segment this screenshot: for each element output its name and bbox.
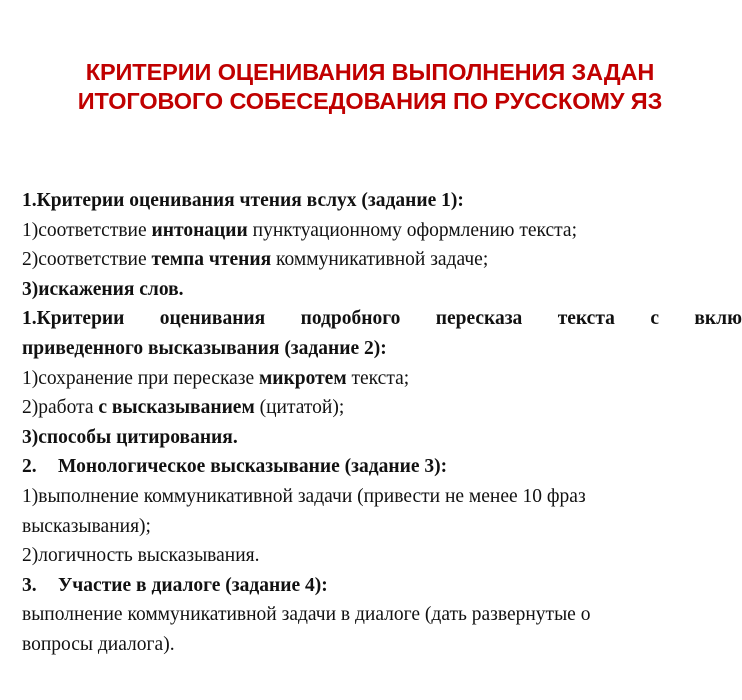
section-4-heading <box>22 571 742 601</box>
item-bold-text: интонации <box>151 219 248 241</box>
heading-word: с <box>650 308 659 330</box>
heading-word: оценивания <box>159 308 266 330</box>
section-3-item-1: 1)выполнение коммуникативной задачи (привести не менее 10 фраз <box>22 485 586 507</box>
section-2-item-2 <box>22 393 742 423</box>
section-1-item-2 <box>22 245 742 275</box>
criteria-list <box>22 186 742 660</box>
item-bold-text: темпа чтения <box>151 249 272 271</box>
heading-word: вклю <box>694 308 742 330</box>
item-text: пунктуационному оформлению текста; <box>247 219 578 241</box>
heading-word: 1.Критерии <box>22 308 125 330</box>
item-text: коммуникативной задаче; <box>271 249 489 271</box>
heading-word: текста <box>557 308 615 330</box>
heading-word: подробного <box>300 308 401 330</box>
section-1-item-1 <box>22 216 742 246</box>
title-line-2: ИТОГОВОГО СОБЕСЕДОВАНИЯ ПО РУССКОМУ ЯЗ <box>77 88 663 114</box>
item-text: 2)соответствие <box>22 249 152 271</box>
section-2-heading <box>22 304 742 334</box>
section-4-text: выполнение коммуникативной задачи в диалоге (дать развернутые о <box>22 604 591 626</box>
heading-text: Участие в диалоге (задание 4): <box>58 574 328 596</box>
section-1-item-3: 3)искажения слов. <box>22 278 184 300</box>
item-text: 1)соответствие <box>22 219 152 241</box>
section-2-item-1 <box>22 364 742 394</box>
heading-text: Монологическое высказывание (задание 3): <box>58 456 448 478</box>
section-3-item-2: 2)логичность высказывания. <box>22 545 260 567</box>
section-1-heading: 1.Критерии оценивания чтения вслух (задание 1): <box>22 190 464 211</box>
heading-word: пересказа <box>435 308 523 330</box>
item-text: 2)работа <box>22 397 99 419</box>
item-bold-text: с высказыванием <box>98 397 255 419</box>
section-2-heading-cont: приведенного высказывания (задание 2): <box>22 337 387 359</box>
slide-title <box>0 58 740 116</box>
item-text: 1)сохранение при пересказе <box>22 367 260 389</box>
section-number: 3. <box>22 574 37 596</box>
section-number: 2. <box>22 456 37 478</box>
section-3-heading <box>22 452 742 482</box>
section-2-item-3: 3)способы цитирования. <box>22 426 238 448</box>
item-text: текста; <box>346 367 410 389</box>
section-3-item-1-cont: высказывания); <box>22 515 151 537</box>
title-line-1: КРИТЕРИИ ОЦЕНИВАНИЯ ВЫПОЛНЕНИЯ ЗАДАН <box>85 59 655 85</box>
item-text: (цитатой); <box>254 397 345 419</box>
item-bold-text: микротем <box>259 367 347 389</box>
section-4-text-cont: вопросы диалога). <box>22 633 175 655</box>
